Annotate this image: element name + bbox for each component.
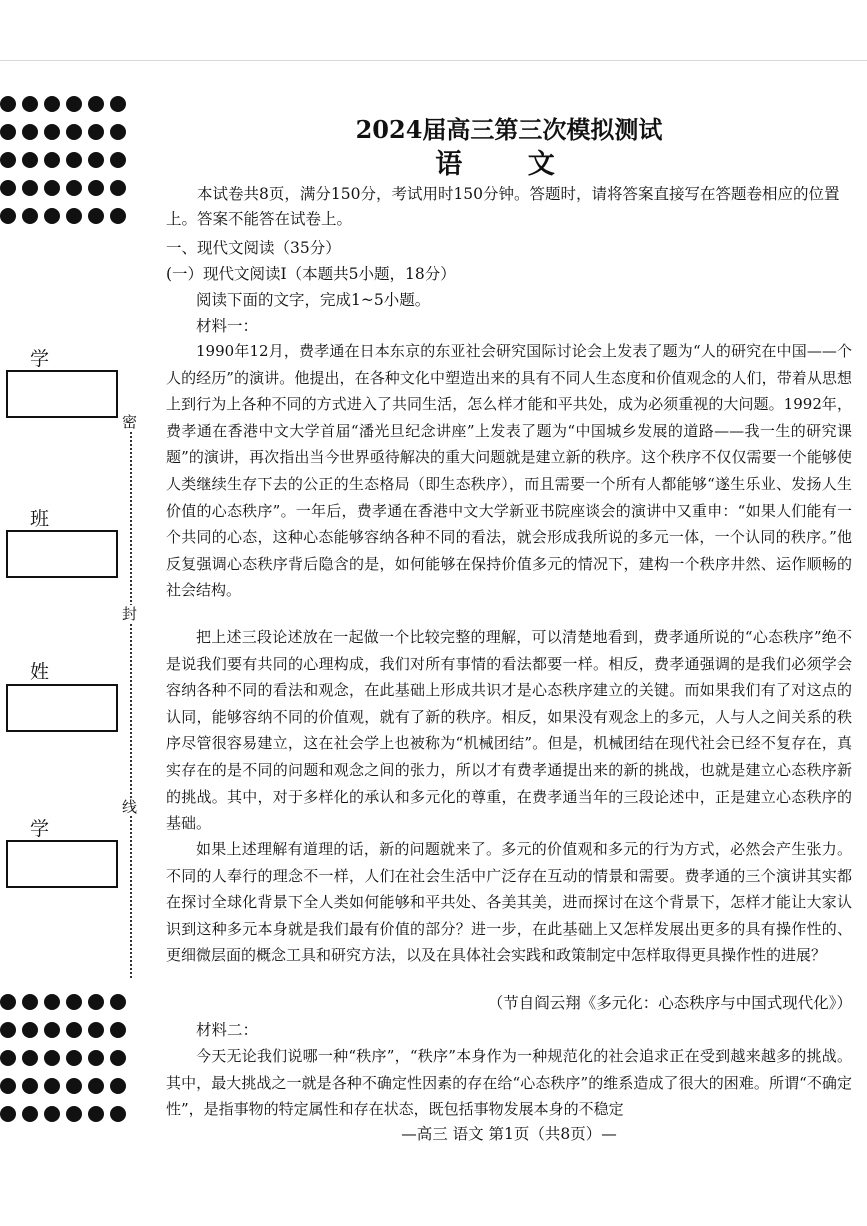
binding-dot <box>0 1106 16 1122</box>
material2-label: 材料二： <box>196 1021 259 1039</box>
binding-dot <box>44 96 60 112</box>
scan-top-margin <box>0 0 867 60</box>
binding-dot <box>0 96 16 112</box>
binding-dot <box>88 208 104 224</box>
binding-dot <box>22 994 38 1010</box>
name-label: 姓 <box>30 661 64 683</box>
binding-dot <box>66 1078 82 1094</box>
section-heading: 一、现代文阅读（35分） <box>166 239 341 257</box>
binding-dot <box>0 1022 16 1038</box>
material2-paragraph: 今天无论我们说哪一种“秩序”，“秩序”本身作为一种规范化的社会追求正在受到越来越多的挑战。其中，最大挑战之一就是各种不确定性因素的存在给“心态秩序”的维系造成了很大的困难。所谓“不确定性”，是指事物的特定属性和存在状态，既包括事物发展本身的不稳定 <box>166 1047 852 1119</box>
binding-dot <box>0 152 16 168</box>
binding-dot <box>44 208 60 224</box>
binding-dot <box>0 180 16 196</box>
binding-dot <box>0 124 16 140</box>
binding-dot <box>22 208 38 224</box>
binding-dot <box>22 1106 38 1122</box>
binding-dot <box>0 1078 16 1094</box>
binding-dot <box>22 1078 38 1094</box>
binding-dot <box>88 994 104 1010</box>
binding-dot <box>66 124 82 140</box>
school-label: 学 <box>30 348 64 370</box>
binding-dot <box>110 994 126 1010</box>
binding-dot <box>44 124 60 140</box>
binding-dot <box>88 152 104 168</box>
school-input-box[interactable] <box>6 370 118 418</box>
name-input-box[interactable] <box>6 684 118 732</box>
material1-paragraph: 如果上述理解有道理的话，新的问题就来了。多元的价值观和多元的行为方式，必然会产生张力。不同的人奉行的理念不一样，人们在社会生活中广泛存在互动的情景和需要。费孝通的三个演讲其实都在探讨全球化背景下全人类如何能够和平共处、各美其美，进而探讨在这个背景下，怎样才能让大家认识到这种多元本身就是我们最有价值的部分？进一步，在此基础上又怎样发展出更多的具有操作性的、更细微层面的概念工具和研究方法，以及在具体社会实践和政策制定中怎样取得更具操作性的进展？ <box>166 840 852 965</box>
binding-dot <box>0 1050 16 1066</box>
exam-subject: 语 文 <box>435 149 583 180</box>
binding-dot <box>110 1078 126 1094</box>
binding-dot <box>66 152 82 168</box>
binding-dot <box>44 994 60 1010</box>
binding-dot <box>110 1022 126 1038</box>
binding-dot <box>110 1050 126 1066</box>
binding-dot <box>22 180 38 196</box>
reading-instruction: 阅读下面的文字，完成1~5小题。 <box>196 291 431 309</box>
binding-dot <box>66 1106 82 1122</box>
material1-paragraph: 1990年12月，费孝通在日本东京的东亚社会研究国际讨论会上发表了题为“人的研究在中国——个人的经历”的演讲。他提出，在各种文化中塑造出来的具有不同人生态度和价值观念的人们，带着从思想上到行为上各种不同的方式进入了共同生活，怎么样才能和平共处，成为必须重视的大问题。1992年，费孝通在香港中文大学首届“潘光旦纪念讲座”上发表了题为“中国城乡发展的道路——我一生的研究课题”的演讲，再次指出当今世界亟待解决的重大问题就是建立新的秩序。这个秩序不仅仅需要一个能够使人类继续生存下去的公正的生态格局（即生态秩序），而且需要一个所有人都能够“遂生乐业、发扬人生价值的心态秩序”。一年后，费孝通在香港中文大学新亚书院座谈会的演讲中又重申：“如果人们能有一个共同的心态，这种心态能够容纳各种不同的看法，就会形成我所说的多元一体，一个认同的秩序。”他反复强调心态秩序背后隐含的是，如何能够在保持价值多元的情况下，建构一个秩序井然、运作顺畅的社会结构。 <box>166 342 852 600</box>
binding-dot <box>88 1106 104 1122</box>
binding-dot <box>22 124 38 140</box>
binding-dot <box>88 96 104 112</box>
seal-char-xian: 线 <box>122 798 138 816</box>
binding-dot <box>22 1022 38 1038</box>
binding-dot <box>44 1022 60 1038</box>
binding-dot <box>44 1050 60 1066</box>
binding-dot <box>66 96 82 112</box>
binding-dot <box>110 208 126 224</box>
exam-instructions: 本试卷共8页，满分150分，考试用时150分钟。答题时，请将答案直接写在答题卷相应的位置上。答案不能答在试卷上。 <box>166 185 840 228</box>
scan-edge-line <box>0 60 867 61</box>
material1-label: 材料一： <box>196 317 259 335</box>
material1-source: （节自阎云翔《多元化：心态秩序与中国式现代化》） <box>487 994 852 1012</box>
binding-dot <box>110 96 126 112</box>
binding-dot <box>44 152 60 168</box>
class-input-box[interactable] <box>6 530 118 578</box>
binding-dot <box>44 1078 60 1094</box>
binding-dot <box>66 994 82 1010</box>
binding-dot <box>66 208 82 224</box>
binding-dot <box>110 1106 126 1122</box>
binding-dot <box>88 180 104 196</box>
student-id-input-box[interactable] <box>6 840 118 888</box>
binding-dot <box>22 152 38 168</box>
binding-dot <box>88 1050 104 1066</box>
seal-char-mi: 密 <box>122 413 138 431</box>
binding-dot <box>88 1078 104 1094</box>
seal-char-feng: 封 <box>122 605 138 623</box>
class-label: 班 <box>30 508 64 530</box>
binding-dot <box>110 124 126 140</box>
binding-dot <box>110 180 126 196</box>
binding-dot <box>22 1050 38 1066</box>
page-footer: —高三 语文 第1页（共8页）— <box>401 1125 617 1143</box>
binding-dot <box>0 208 16 224</box>
binding-dot <box>110 152 126 168</box>
binding-dot <box>44 1106 60 1122</box>
student-id-label: 学 <box>30 818 64 840</box>
binding-dot <box>88 124 104 140</box>
exam-title: 2024届高三第三次模拟测试 <box>355 115 663 144</box>
material1-paragraph: 把上述三段论述放在一起做一个比较完整的理解，可以清楚地看到，费孝通所说的“心态秩序”绝不是说我们要有共同的心理构成，我们对所有事情的看法都要一样。相反，费孝通强调的是我们必须学会容纳各种不同的看法和观念，在此基础上形成共识才是心态秩序建立的关键。而如果我们有了对这点的认同，能够容纳不同的价值观，就有了新的秩序。相反，如果没有观念上的多元，人与人之间关系的秩序尽管很容易建立，这在社会学上也被称为“机械团结”。但是，机械团结在现代社会已经不复存在，真实存在的是不同的问题和观念之间的张力，所以才有费孝通提出来的新的挑战，也就是建立心态秩序新的挑战。其中，对于多样化的承认和多元化的尊重，在费孝通当年的三段论述中，正是建立心态秩序的基础。 <box>166 628 852 833</box>
binding-dot <box>66 1022 82 1038</box>
binding-dot <box>44 180 60 196</box>
subsection-heading: (一）现代文阅读Ⅰ（本题共5小题，18分） <box>166 265 456 283</box>
seal-cut-line <box>130 428 132 978</box>
binding-dot <box>22 96 38 112</box>
binding-dot <box>66 1050 82 1066</box>
binding-dot <box>88 1022 104 1038</box>
binding-dot <box>0 994 16 1010</box>
binding-dot <box>66 180 82 196</box>
